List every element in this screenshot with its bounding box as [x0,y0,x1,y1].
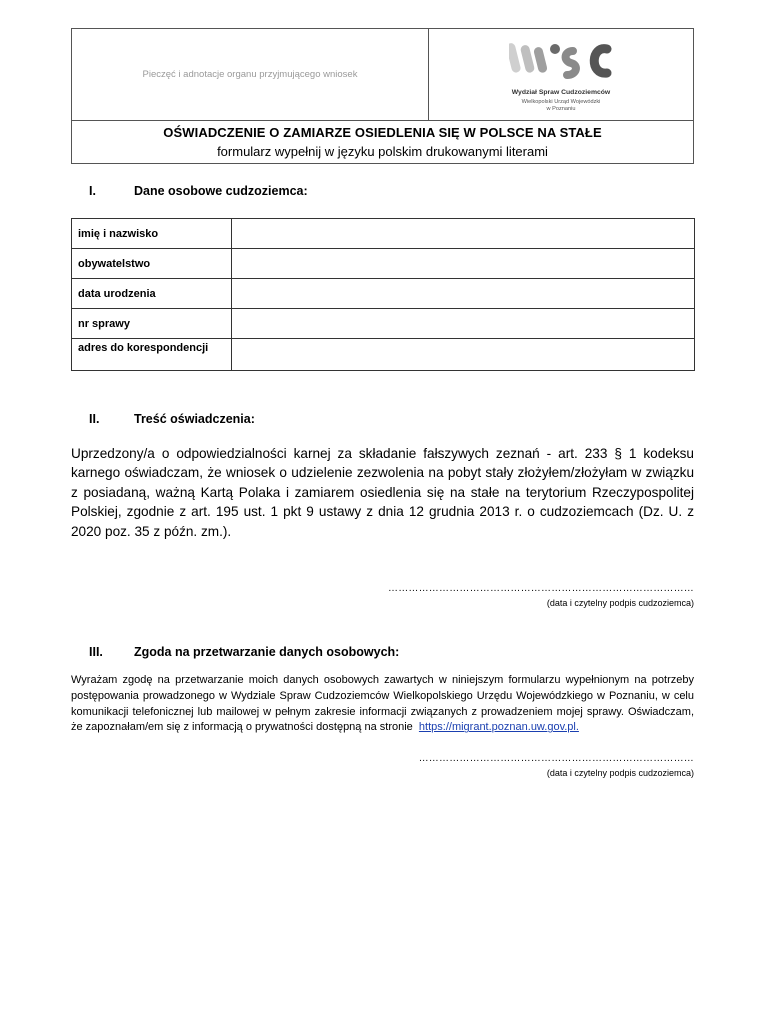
field-input-case-number[interactable] [232,309,695,339]
field-label-name: imię i nazwisko [72,219,232,249]
consent-text: Wyrażam zgodę na przetwarzanie moich danych osobowych zawartych w niniejszym formularzu wypełnionym na potrzeby postępowania prowadzonego w Wydziale Spraw Cudzoziemców Wielkopolskiego Urzędu Wojewódzkiego w Poznaniu, w celu komunikacji telefonicznej lub mailowej w pełnym zakresie informacji związanych z prowadzeniem mojej sprawy. Oświadczam, że zapoznałam/em się z informacją o prywatności dostępną na stronie [71,674,694,734]
table-row [72,219,695,249]
section-1-number: I. [89,184,96,198]
form-header [71,28,694,164]
logo-line-2: Wielkopolski Urząd Wojewódzki [521,99,601,105]
logo-line-3: w Poznaniu [546,106,576,112]
logo-line-1: Wydział Spraw Cudzoziemców [511,89,611,96]
table-row [72,279,695,309]
signature-caption-2: (data i czytelny podpis cudzoziemca) [546,768,694,778]
signature-line-2[interactable]: ……………………………………………………………………… [418,753,694,764]
personal-data-table [71,218,695,371]
stamp-area [72,29,429,120]
privacy-link[interactable]: https://migrant.poznan.uw.gov.pl. [418,721,579,734]
field-label-case-number: nr sprawy [72,309,232,339]
consent-paragraph [71,673,694,736]
table-row [72,249,695,279]
section-2-number: II. [89,412,100,426]
section-1-title: Dane osobowe cudzoziemca: [134,184,308,198]
section-2-title: Treść oświadczenia: [134,412,255,426]
section-3-number: III. [89,645,103,659]
field-input-birth-date[interactable] [232,279,695,309]
form-subtitle: formularz wypełnij w języku polskim drukowanymi literami [217,144,548,159]
stamp-text: Pieczęć i adnotacje organu przyjmującego wniosek [142,69,358,80]
field-label-birth-date: data urodzenia [72,279,232,309]
field-input-address[interactable] [232,339,695,371]
wsc-logo-mark [509,39,613,87]
field-label-citizenship: obywatelstwo [72,249,232,279]
form-title: OŚWIADCZENIE O ZAMIARZE OSIEDLENIA SIĘ W POLSCE NA STAŁE [163,125,602,140]
field-input-citizenship[interactable] [232,249,695,279]
field-input-name[interactable] [232,219,695,249]
header-top-row [72,29,693,121]
table-row [72,339,695,371]
office-logo [429,29,693,120]
section-3-title: Zgoda na przetwarzanie danych osobowych: [134,645,400,659]
field-label-address: adres do korespondencji [72,339,232,371]
declaration-text: Uprzedzony/a o odpowiedzialności karnej za składanie fałszywych zeznań - art. 233 § 1 kodeksu karnego oświadczam, że wniosek o udzielenie zezwolenia na pobyt stały złożyłem/złożyłam w związku z posiadaną, ważną Kartą Polaka i zamiarem osiedlenia się na stałe na terytorium Rzeczypospolitej Polskiej, zgodnie z art. 195 ust. 1 pkt 9 ustawy z dnia 12 grudnia 2013 r. o cudzoziemcach (Dz. U. z 2020 poz. 35 z późn. zm.). [71,446,694,539]
signature-line-1[interactable]: ……………………………………………………………………………… [388,583,694,594]
signature-caption-1: (data i czytelny podpis cudzoziemca) [546,598,694,608]
table-row [72,309,695,339]
